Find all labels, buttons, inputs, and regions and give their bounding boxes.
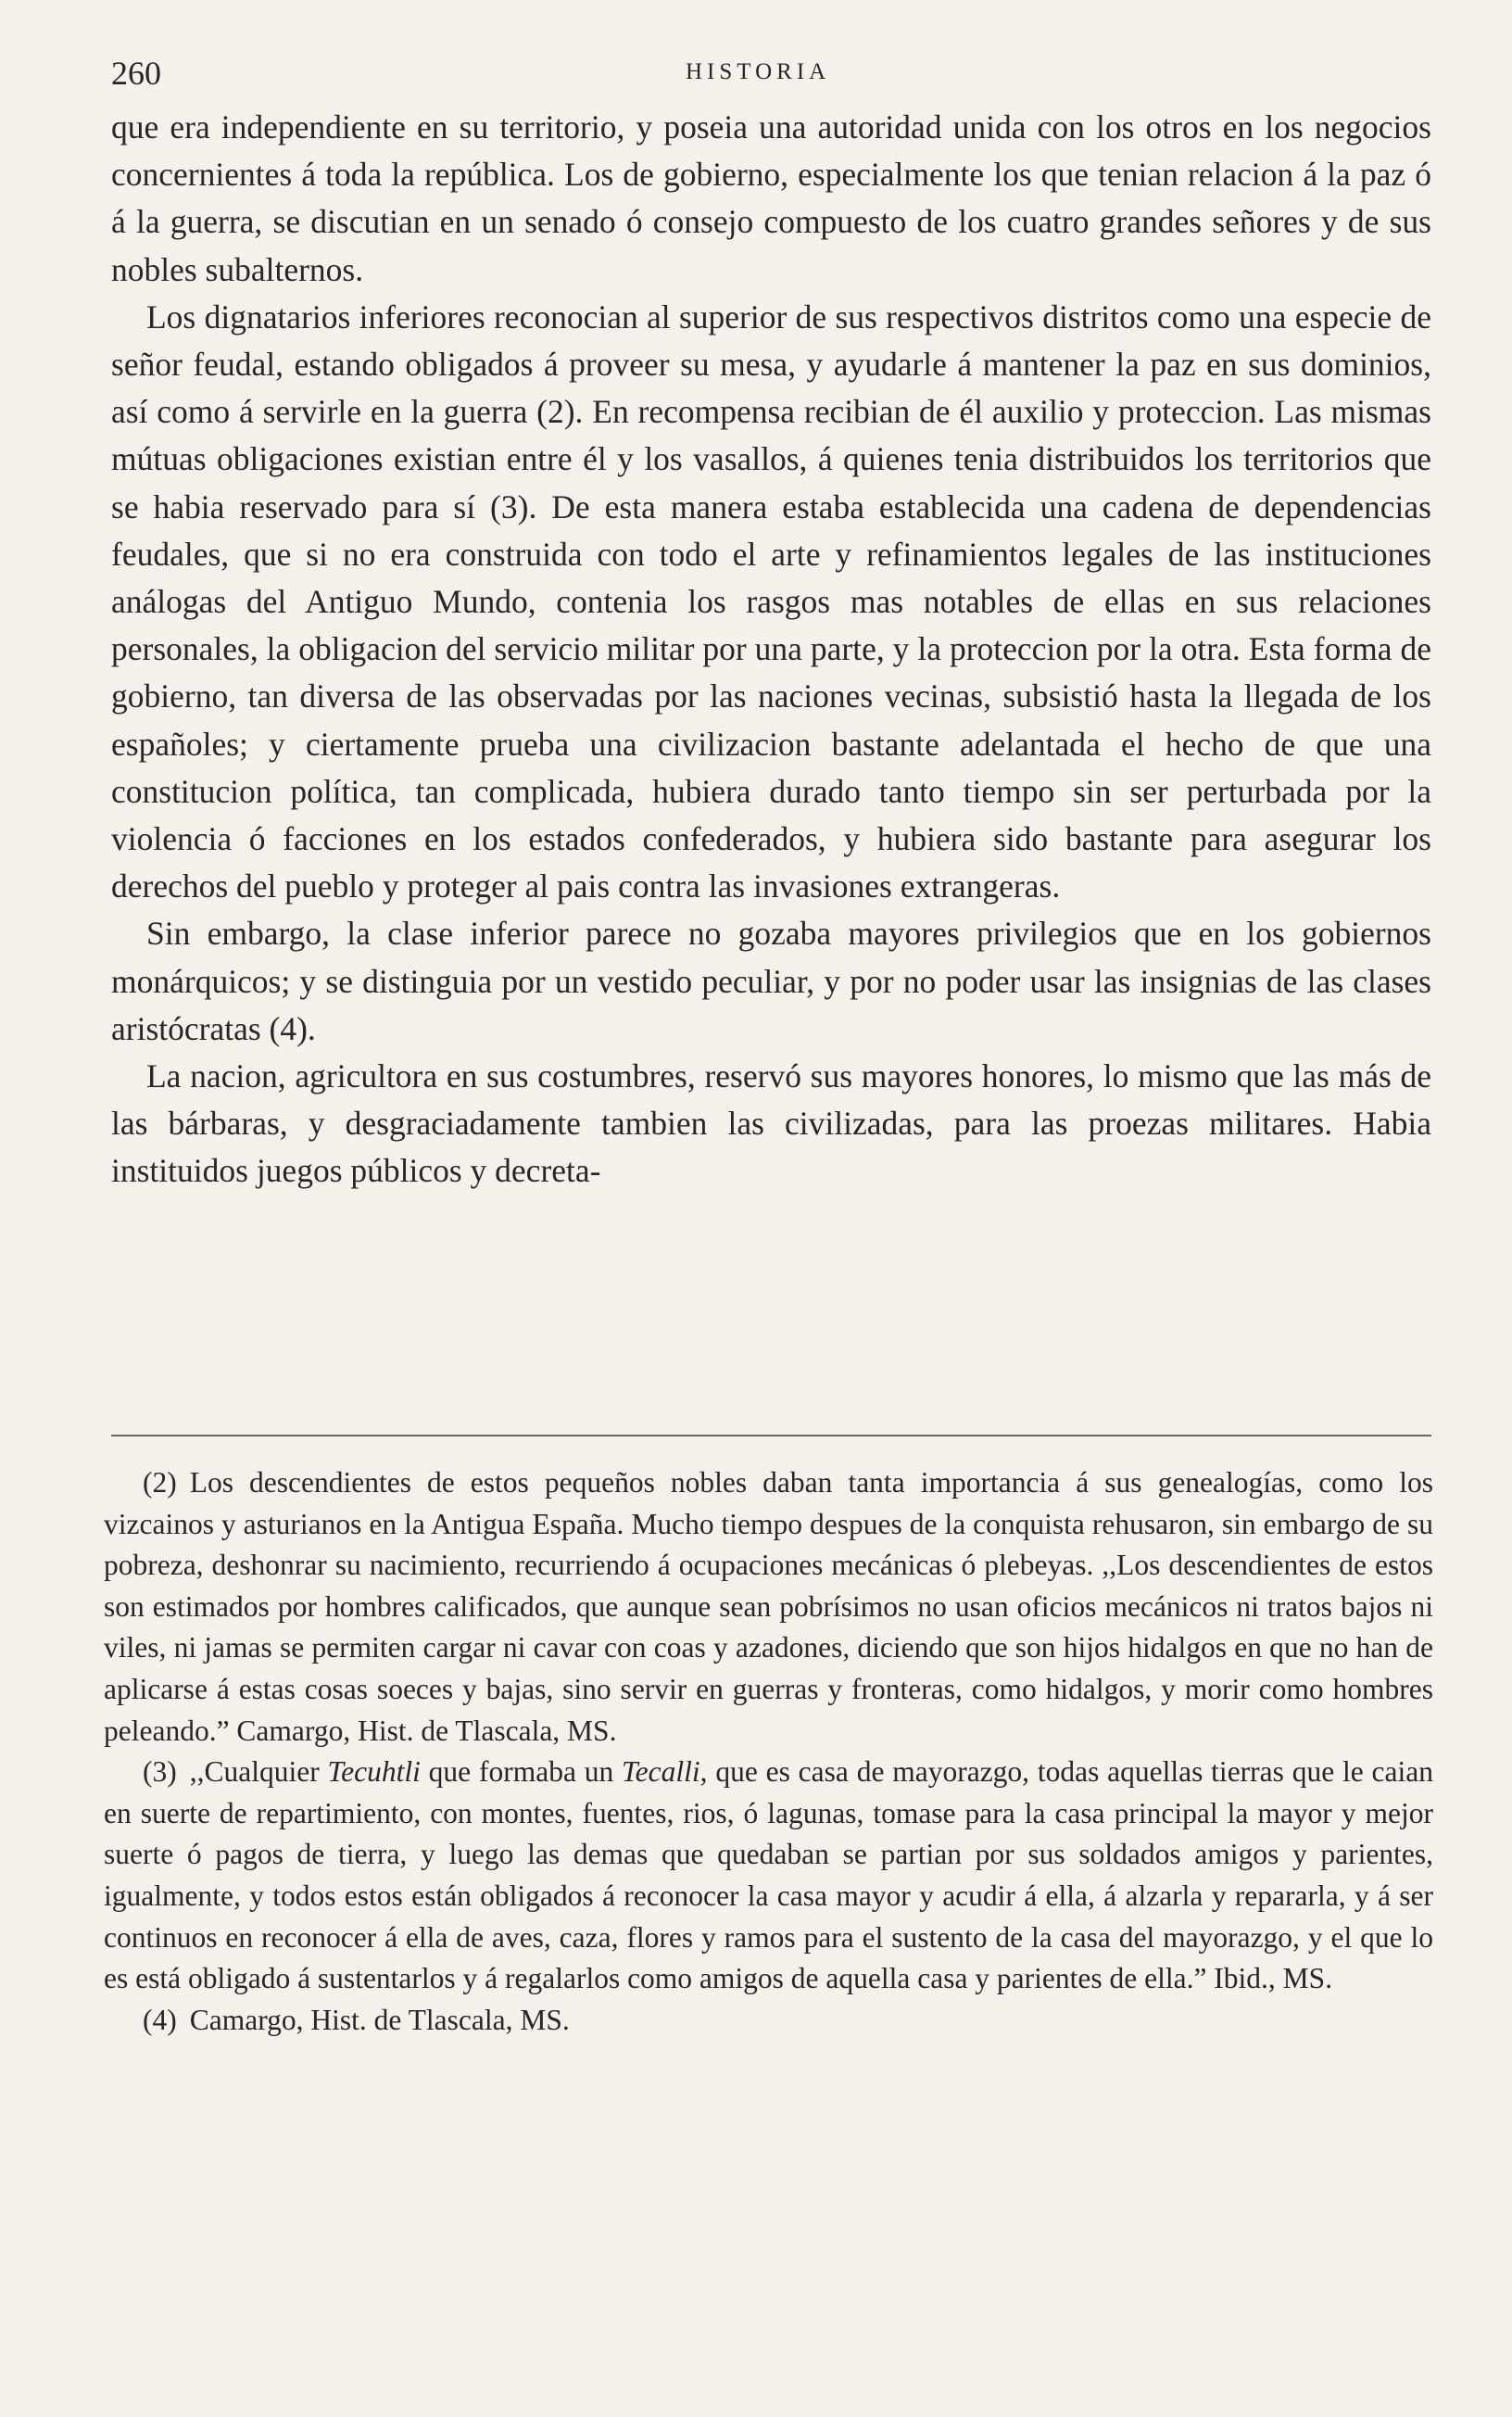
term-tecalli: Tecalli (622, 1755, 700, 1789)
footnote-3 (104, 1752, 1433, 2000)
footnote-text: que formaba un (420, 1755, 623, 1789)
footnote-mark: (4) (143, 2003, 177, 2036)
footnote-2 (104, 1462, 1433, 1752)
footnote-mark: (2) (143, 1466, 177, 1499)
footnote-text: Los descendientes de estos pequeños nobles daban tanta importancia á sus genealogías, como los vizcainos y asturianos en la Antigua España. Mucho tiempo despues de la conquista rehusaron, sin embargo de su pobreza, deshonrar su nacimiento, recurriendo á ocupaciones mecánicas ó plebeyas. ,,Los descendientes de estos son estimados por hombres calificados, que aunque sean pobrísimos no usan oficios mecánicos ni tratos bajos ni viles, ni jamas se permiten cargar ni cavar con coas y azadones, diciendo que son hijos hidalgos en que no han de aplicarse á estas cosas soeces y bajas, sino servir en guerras y fronteras, como hidalgos, y morir como hombres peleando.” Camargo, Hist. de Tlascala, MS. (104, 1466, 1433, 1747)
paragraph-2: Los dignatarios inferiores reconocian al superior de sus respectivos distritos como una especie de señor feudal, estando obligados á proveer su mesa, y ayudarle á mantener la paz en sus dominios, así como á servirle en la guerra (2). En recompensa recibian de él auxilio y proteccion. Las mismas mútuas obligaciones existian entre él y los vasallos, á quienes tenia distribuidos los territorios que se habia reservado para sí (3). De esta manera estaba establecida una cadena de dependencias feudales, que si no era construida con todo el arte y refinamientos legales de las instituciones análogas del Antiguo Mundo, contenia los rasgos mas notables de ellas en sus relaciones personales, la obligacion del servicio militar por una parte, y la proteccion por la otra. Esta forma de gobierno, tan diversa de las observadas por las naciones vecinas, subsistió hasta la llegada de los españoles; y ciertamente prueba una civilizacion bastante adelantada el hecho de que una constitucion política, tan complicada, hubiera durado tanto tiempo sin ser perturbada por la violencia ó facciones en los estados confederados, y hubiera sido bastante para asegurar los derechos del pueblo y proteger al pais contra las invasiones extrangeras. (111, 297, 1431, 905)
footnote-4 (104, 2000, 1433, 2042)
footnote-divider (111, 1435, 1431, 1436)
footnote-text: , que es casa de mayorazgo, todas aquellas tierras que le caian en suerte de repartimiento, con montes, fuentes, rios, ó lagunas, tomase para la casa principal la mayor y mejor suerte ó pagos de tierra, y luego las demas que quedaban se partian por sus soldados amigos y parientes, igualmente, y todos estos están obligados á reconocer la casa mayor y acudir á ella, á alzarla y repararla, y á ser continuos en reconocer á ella de aves, caza, flores y ramos para el sustento de la casa del mayorazgo, y el que lo es está obligado á sustentarlos y á regalarlos como amigos de aquella casa y parientes de ella.” Ibid., MS. (104, 1755, 1433, 1995)
running-title: HISTORIA (686, 59, 831, 84)
main-text (111, 104, 1431, 1196)
paragraph-1: que era independiente en su territorio, y poseia una autoridad unida con los otros en los negocios concernientes á toda la república. Los de gobierno, especialmente los que tenian relacion á la paz ó á la guerra, se discutian en un senado ó consejo compuesto de los cuatro grandes señores y de sus nobles subalternos. (111, 108, 1431, 288)
page-number: 260 (111, 55, 161, 92)
footnote-text: ,,Cualquier (189, 1755, 328, 1789)
term-tecuhtli: Tecuhtli (327, 1755, 421, 1789)
running-head (111, 54, 1436, 100)
footnotes (104, 1462, 1433, 2041)
footnote-mark: (3) (143, 1755, 177, 1789)
paragraph-3: Sin embargo, la clase inferior parece no gozaba mayores privilegios que en los gobiernos monárquicos; y se distinguia por un vestido peculiar, y por no poder usar las insignias de las clases aristócratas (4). (111, 915, 1431, 1047)
paragraph-4: La nacion, agricultora en sus costumbres, reservó sus mayores honores, lo mismo que las más de las bárbaras, y desgraciadamente tambien las civilizadas, para las proezas militares. Habia instituidos juegos públicos y decreta- (111, 1057, 1431, 1190)
footnote-text: Camargo, Hist. de Tlascala, MS. (189, 2003, 570, 2036)
